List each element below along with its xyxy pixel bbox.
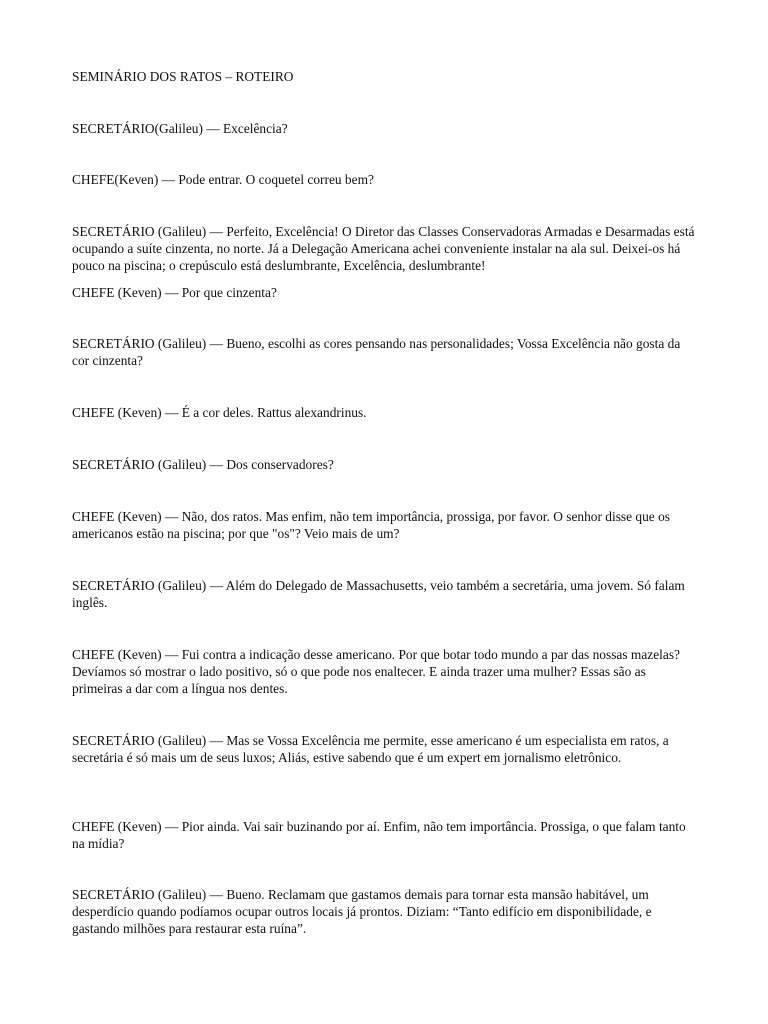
document-title: SEMINÁRIO DOS RATOS – ROTEIRO: [72, 69, 294, 84]
dialogue-paragraph: SECRETÁRIO(Galileu) — Excelência?: [72, 121, 288, 136]
dialogue-paragraph: SECRETÁRIO (Galileu) — Dos conservadores?: [72, 457, 334, 472]
dialogue-paragraph: SECRETÁRIO (Galileu) — Além do Delegado de Massachusetts, veio também a secretária, uma jovem. Só falam inglês.: [72, 578, 689, 611]
dialogue-paragraph: CHEFE (Keven) — Fui contra a indicação desse americano. Por que botar todo mundo a par das nossas mazelas? Devíamos só mostrar o lado positivo, só o que pode nos enaltecer. E ainda trazer uma mulher? Essas são as primeiras a dar com a língua nos dentes.: [72, 647, 684, 697]
dialogue-paragraph: CHEFE (Keven) — Por que cinzenta?: [72, 285, 277, 300]
dialogue-paragraph: CHEFE(Keven) — Pode entrar. O coquetel correu bem?: [72, 172, 374, 187]
dialogue-paragraph: CHEFE (Keven) — É a cor deles. Rattus alexandrinus.: [72, 405, 367, 420]
dialogue-paragraph: CHEFE (Keven) — Pior ainda. Vai sair buzinando por aí. Enfim, não tem importância. Prossiga, o que falam tanto na mídia?: [72, 819, 690, 852]
dialogue-paragraph: CHEFE (Keven) — Não, dos ratos. Mas enfim, não tem importância, prossiga, por favor. O senhor disse que os americanos estão na piscina; por que "os"? Veio mais de um?: [72, 509, 674, 542]
dialogue-paragraph: SECRETÁRIO (Galileu) — Mas se Vossa Excelência me permite, esse americano é um especialista em ratos, a secretária é só mais um de seus luxos; Aliás, estive sabendo que é um expert em jornalismo eletrônico.: [72, 733, 673, 766]
dialogue-paragraph: SECRETÁRIO (Galileu) — Bueno, escolhi as cores pensando nas personalidades; Vossa Excelência não gosta da cor cinzenta?: [72, 336, 684, 369]
dialogue-paragraph: SECRETÁRIO (Galileu) — Bueno. Reclamam que gastamos demais para tornar esta mansão habitável, um desperdício quando podíamos ocupar outros locais já prontos. Diziam: “Tanto edifício em disponibilidade, e gastando milhões para restaurar esta ruína”.: [72, 887, 655, 937]
dialogue-paragraph: SECRETÁRIO (Galileu) — Perfeito, Excelência! O Diretor das Classes Conservadoras Armadas e Desarmadas está ocupando a suíte cinzenta, no norte. Já a Delegação Americana achei conveniente instalar na ala sul. Deixei-os há pouco na piscina; o crepúsculo está deslumbrante, Excelência, deslumbrante!: [72, 224, 698, 274]
